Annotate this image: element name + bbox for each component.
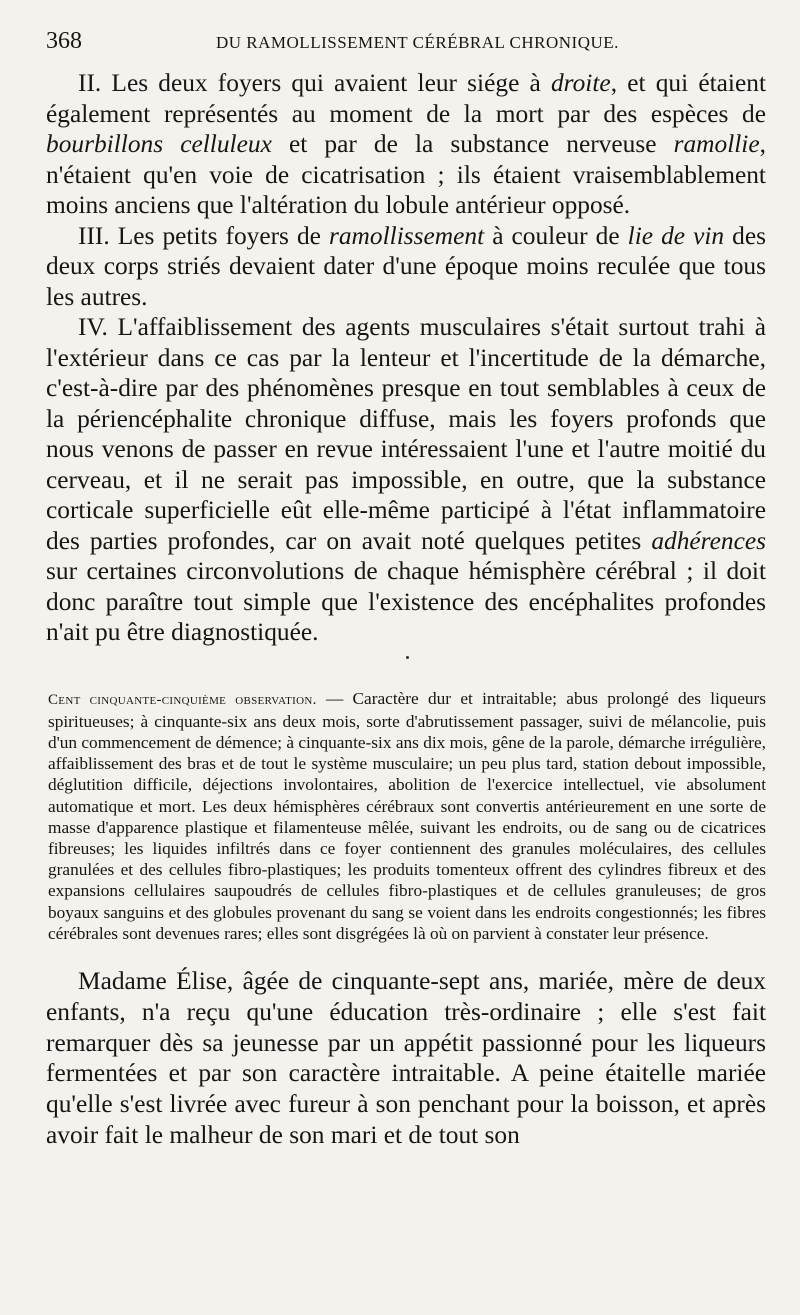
paragraph-iv [46, 312, 766, 648]
italic-run: ramollie [673, 130, 760, 158]
italic-run: lie de vin [627, 221, 725, 250]
page-header [46, 28, 766, 68]
running-title: DU RAMOLLISSEMENT CÉRÉBRAL CHRONIQUE. [216, 33, 619, 52]
text-run: à couleur de [484, 221, 628, 250]
observation-text: — Caractère dur et intraitable; abus prolongé des liqueurs spiritueuses; à cinquante-six ans deux mois, sorte d'abrutissement passager, suivi de mélancolie, puis d'un commencement de démence; à cinquante-six ans dix mois, gêne de la parole, démarche irrégulière, affaiblissement des bras et de tout le système musculaire; un peu plus tard, station debout impossible, déglutition difficile, déjections involontaires, abolition de l'exercice intellectuel, vie absolument automatique et mort. Les deux hémisphères cérébraux sont convertis antérieurement en une sorte de masse d'apparence plastique et filamenteuse mêlée, suivant les endroits, ou de sang ou de cicatrices fibreuses; les liquides infiltrés dans ce foyer contiennent des granules moléculaires, des cellules granulées et des cellules fibro-plastiques; les produits tomenteux offrent des cylindres fibreux et des expansions cellulaires saupoudrés de cellules fibro-plastiques et de cellules granuleuses; de gros boyaux sanguins et des globules provenant du sang se voient dans les endroits congestionnés; les fibres cérébrales sont devenues rares; elles sont disgrégées là où on parvient à constater leur présence. [48, 688, 766, 943]
text-run: des deux corps striés devaient dater d'une époque moins reculée que tous les autres. [46, 221, 766, 311]
italic-run: ramollissement [328, 221, 485, 250]
text-run: , n'étaient qu'en voie de cicatrisation ; ils étaient vraisemblablement moins anciens que l'altération du lobule antérieur opposé. [46, 130, 766, 219]
narrative-paragraph: Madame Élise, âgée de cinquante-sept ans, mariée, mère de deux enfants, n'a reçu qu'une éducation très-ordinaire ; elle s'est fait remarquer dès sa jeunesse par un appétit passionné pour les liqueurs fermentées et par son caractère intraitable. A peine étaitelle mariée qu'elle s'est livrée avec fureur à son penchant pour la boisson, et après avoir fait le malheur de son mari et de tout son [46, 966, 766, 1149]
italic-run: adhérences [651, 526, 766, 555]
text-run: sur certaines circonvolutions de chaque hémisphère cérébral ; il doit donc paraître tout simple que l'existence des encéphalites profondes n'ait pu être diagnostiquée. [46, 557, 766, 646]
observation-title: Cent cinquante-cinquième observation. [48, 691, 317, 708]
paragraph-iii [46, 221, 766, 313]
text-run: , et qui étaient également représentés au moment de la mort par des espèces de [46, 69, 766, 128]
text-run: IV. L'affaiblissement des agents musculaires s'était surtout trahi à l'extérieur dans ce cas par la lenteur et l'incertitude de la démarche, c'est-à-dire par des phénomènes presque en tout semblables à ceux de la périencéphalite chronique diffuse, mais les foyers profonds que nous venons de passer en revue intéressaient l'une et l'autre moitié du cerveau, et il ne serait pas impossible, en outre, que la substance corticale superficielle eût elle-même participé à l'état inflammatoire des parties profondes, car on avait noté quelques petites [46, 313, 766, 555]
text-run: et par de la substance nerveuse [271, 130, 674, 158]
text-run: III. Les petits foyers de [78, 221, 329, 250]
main-text [46, 68, 766, 648]
italic-run: droite [550, 69, 611, 97]
case-narrative [46, 966, 766, 1151]
section-separator-dot [46, 648, 766, 674]
text-run: II. Les deux foyers qui avaient leur siége à [78, 69, 551, 97]
paragraph-ii [46, 68, 766, 221]
italic-run: bourbillons celluleux [46, 130, 272, 158]
page-number: 368 [46, 28, 82, 54]
observation-summary [46, 688, 766, 944]
